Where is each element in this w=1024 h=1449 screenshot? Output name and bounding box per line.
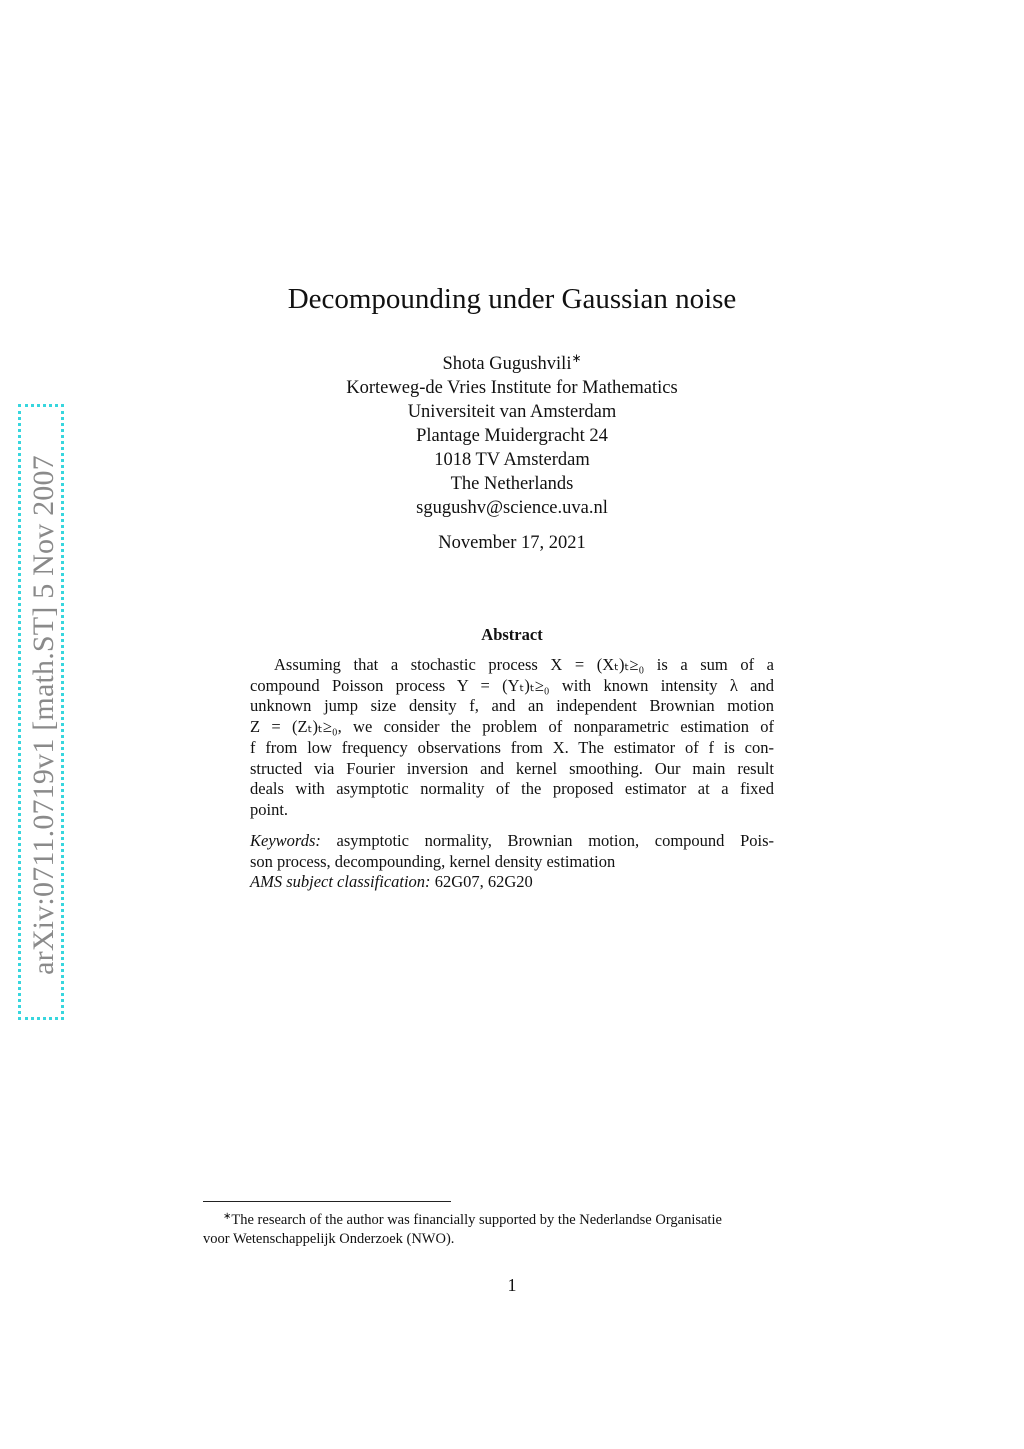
author-email: sgugushv@science.uva.nl	[416, 498, 608, 518]
abstract-line: Z = (Zₜ)ₜ≥₀, we consider the problem of nonparametric estimation of	[250, 717, 774, 737]
keywords-text-2: son process, decompounding, kernel density estimation	[250, 851, 616, 871]
footnote-marker: ∗	[223, 1211, 232, 1222]
abstract-line: deals with asymptotic normality of the proposed estimator at a fixed	[250, 779, 774, 799]
page-number: 1	[507, 1275, 517, 1295]
author-footnote-marker: ∗	[571, 351, 582, 365]
affiliation-line: 1018 TV Amsterdam	[434, 450, 590, 470]
abstract-line: compound Poisson process Y = (Yₜ)ₜ≥₀ with known intensity λ and	[250, 675, 774, 695]
abstract-line: f from low frequency observations from X. The estimator of f is con-	[250, 737, 774, 757]
abstract-heading: Abstract	[481, 625, 543, 644]
footnote-line	[203, 1207, 823, 1230]
abstract-line: point.	[250, 799, 289, 819]
affiliation-line: Plantage Muidergracht 24	[416, 426, 608, 446]
paper-date: November 17, 2021	[438, 533, 586, 553]
footnote-rule	[203, 1201, 451, 1202]
affiliation-line: Universiteit van Amsterdam	[407, 402, 617, 422]
affiliation-line: Korteweg-de Vries Institute for Mathematics	[346, 378, 678, 398]
abstract-line: unknown jump size density f, and an independent Brownian motion	[250, 696, 774, 716]
keywords-text-1: asymptotic normality, Brownian motion, compound Pois-	[320, 831, 774, 850]
footnote-text-1: The research of the author was financially supported by the Nederlandse Organisatie	[231, 1212, 722, 1228]
keywords-block	[250, 831, 774, 893]
abstract-body	[250, 655, 774, 821]
affiliation-line: The Netherlands	[450, 474, 574, 494]
abstract-line: Assuming that a stochastic process X = (Xₜ)ₜ≥₀ is a sum of a	[274, 655, 774, 674]
author-name-line	[0, 346, 1024, 376]
paper-title: Decompounding under Gaussian noise	[287, 283, 737, 315]
footnote	[203, 1207, 823, 1249]
footnote-text-2: voor Wetenschappelijk Onderzoek (NWO).	[203, 1231, 455, 1247]
ams-label: AMS subject classification:	[250, 872, 431, 892]
keywords-line	[250, 831, 774, 852]
abstract-line: structed via Fourier inversion and kernel smoothing. Our main result	[250, 758, 774, 778]
ams-value: 62G07, 62G20	[430, 872, 533, 892]
author-block	[0, 346, 1024, 520]
author-name: Shota Gugushvili	[442, 354, 572, 374]
ams-classification-line	[250, 872, 774, 893]
arxiv-identifier: arXiv:0711.0719v1 [math.ST] 5 Nov 2007	[27, 455, 60, 975]
keywords-label: Keywords:	[250, 831, 321, 850]
